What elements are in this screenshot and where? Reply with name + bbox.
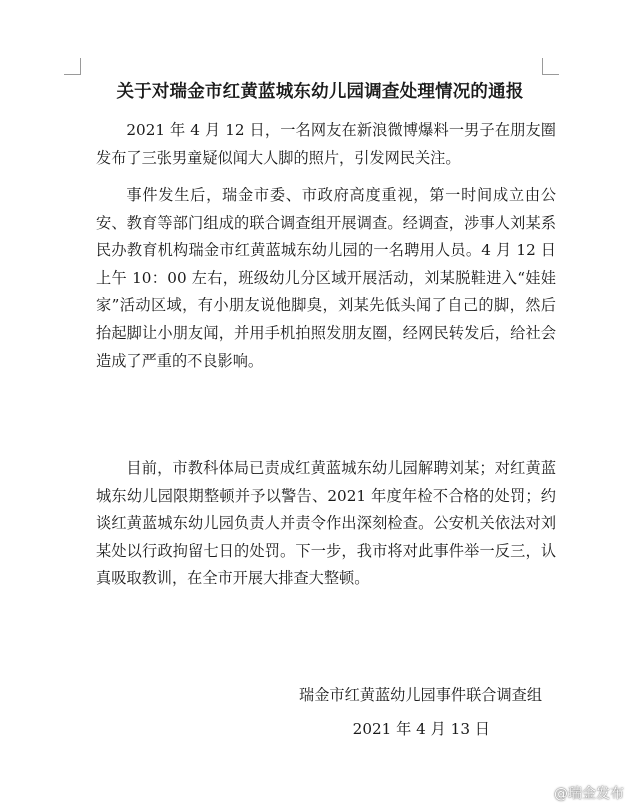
- paragraph-text: 目前，市教科体局已责成红黄蓝城东幼儿园解聘刘某；对红黄蓝城东幼儿园限期整顿并予以警告、2021 年度年检不合格的处罚；约谈红黄蓝城东幼儿园负责人并责令作出深刻检查。公安机关依法对刘某处以行政拘留七日的处罚。下一步，我市将对此事件举一反三，认真吸取教训，在全市开展大排查大整顿。: [96, 459, 556, 588]
- paragraph-text: 2021 年 4 月 12 日，一名网友在新浪微博爆料一男子在朋友圈发布了三张男童疑似闻大人脚的照片，引发网民关注。: [96, 121, 556, 167]
- weibo-watermark: [528, 783, 624, 803]
- paragraph-text: 事件发生后，瑞金市委、市政府高度重视，第一时间成立由公安、教育等部门组成的联合调查组开展调查。经调查，涉事人刘某系民办教育机构瑞金市红黄蓝城东幼儿园的一名聘用人员。4 月 12 日上午 10：00 左右，班级幼儿分区域开展活动，刘某脱鞋进入“娃娃家”活动区域，有小朋友说他脚臭，刘某先低头闻了自己的脚，然后抬起脚让小朋友闻，并用手机拍照发朋友圈，经网民转发后，给社会造成了严重的不良影响。: [96, 186, 556, 370]
- signature-organization: 瑞金市红黄蓝幼儿园事件联合调查组: [299, 686, 542, 704]
- notice-paragraph-2: [96, 182, 556, 375]
- notice-paragraph-1: [96, 117, 556, 172]
- notice-paragraph-3: [96, 455, 556, 593]
- signature-date: 2021 年 4 月 13 日: [352, 720, 490, 738]
- notice-title: 关于对瑞金市红黄蓝城东幼儿园调查处理情况的通报: [116, 82, 524, 102]
- weibo-icon: [528, 784, 550, 802]
- page-corner-mark-top-left: [64, 58, 81, 75]
- watermark-text: @瑞金发布: [554, 786, 624, 802]
- page-corner-mark-top-right: [542, 58, 559, 75]
